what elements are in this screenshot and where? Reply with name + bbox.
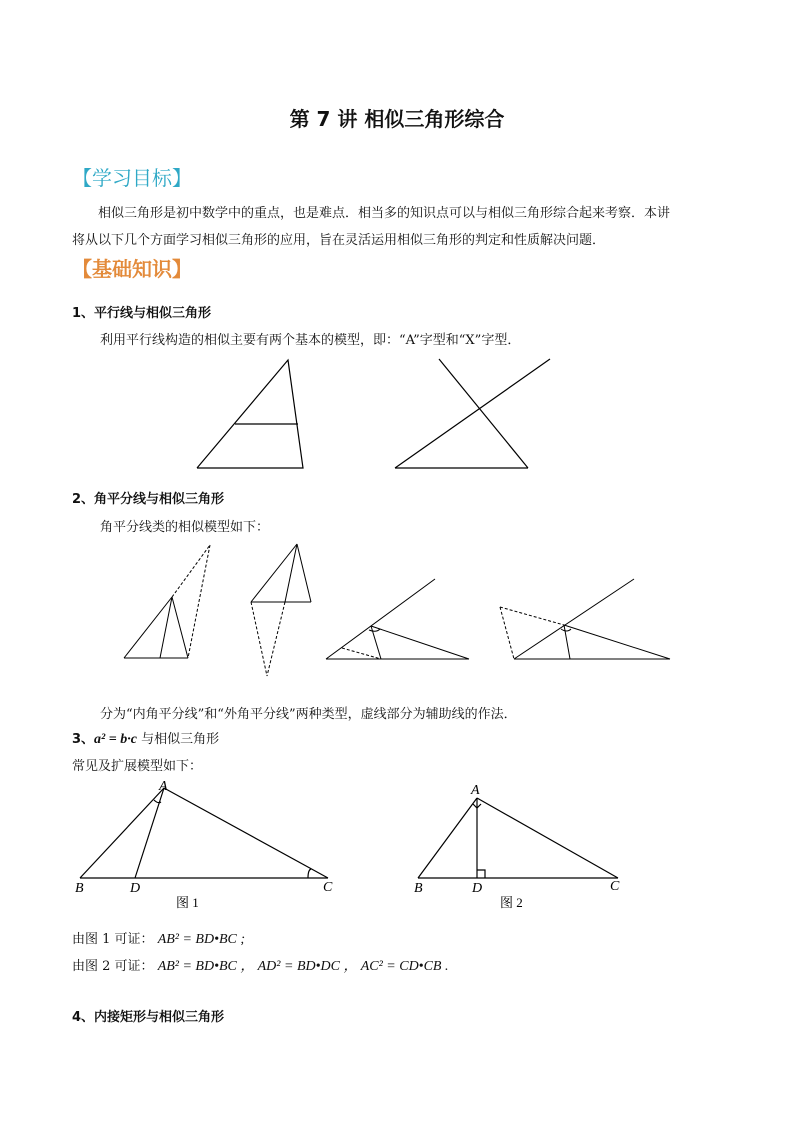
section-1-text: 利用平行线构造的相似主要有两个基本的模型，即：“A”字型和“X”字型．: [100, 333, 521, 348]
proof-2: [72, 955, 448, 975]
figure-1: [72, 778, 342, 910]
section-2-note: 分为“内角平分线”和“外角平分线”两种类型，虚线部分为辅助线的作法．: [100, 707, 517, 722]
a-shape-figure: [195, 358, 315, 470]
bisector-figure-4: [496, 577, 676, 661]
section-1-title: 1、平行线与相似三角形: [72, 306, 212, 321]
section-3-title: 3、a² = b·c 与相似三角形: [72, 732, 220, 747]
fig2-label-d: D: [472, 881, 483, 896]
proof-2-prefix: 由图 2 可证：: [72, 959, 154, 974]
objectives-heading: 【学习目标】: [72, 166, 192, 190]
x-shape-figure: [393, 357, 553, 469]
basics-heading: 【基础知识】: [72, 257, 192, 281]
fig1-label-d: D: [130, 881, 141, 896]
fig2-label-a: A: [471, 783, 480, 798]
section-2-title: 2、角平分线与相似三角形: [72, 492, 225, 507]
fig1-caption: 图 1: [176, 895, 199, 910]
bisector-figure-3: [324, 577, 474, 661]
proof-2-math: AB² = BD•BC ， AD² = BD•DC ， AC² = CD•CB .: [157, 959, 449, 974]
section-2-intro: 角平分线类的相似模型如下：: [100, 520, 270, 535]
bisector-figure-1: [122, 543, 214, 661]
fig2-caption: 图 2: [500, 895, 523, 910]
proof-1-prefix: 由图 1 可证：: [72, 932, 154, 947]
fig2-label-b: B: [414, 881, 423, 896]
page-title: 第 7 讲 相似三角形综合: [289, 107, 505, 131]
figure-2: [410, 778, 630, 910]
proof-1-math: AB² = BD•BC ;: [157, 932, 246, 947]
section-4-title: 4、内接矩形与相似三角形: [72, 1010, 225, 1025]
objectives-text-line-2: 将从以下几个方面学习相似三角形的应用，旨在灵活运用相似三角形的判定和性质解决问题．: [72, 233, 606, 248]
bisector-figure-2: [247, 540, 317, 680]
proof-1: [72, 928, 245, 948]
fig1-label-c: C: [323, 880, 333, 895]
section-3-intro: 常见及扩展模型如下：: [72, 759, 203, 774]
fig1-label-b: B: [75, 881, 84, 896]
fig1-label-a: A: [159, 779, 168, 794]
fig2-label-c: C: [610, 879, 620, 894]
section-3-title-rest: 与相似三角形: [136, 732, 220, 747]
objectives-text-line-1: 相似三角形是初中数学中的重点，也是难点．相当多的知识点可以与相似三角形综合起来考察．本讲: [98, 206, 671, 221]
section-3-formula: a² = b·c: [94, 732, 137, 747]
